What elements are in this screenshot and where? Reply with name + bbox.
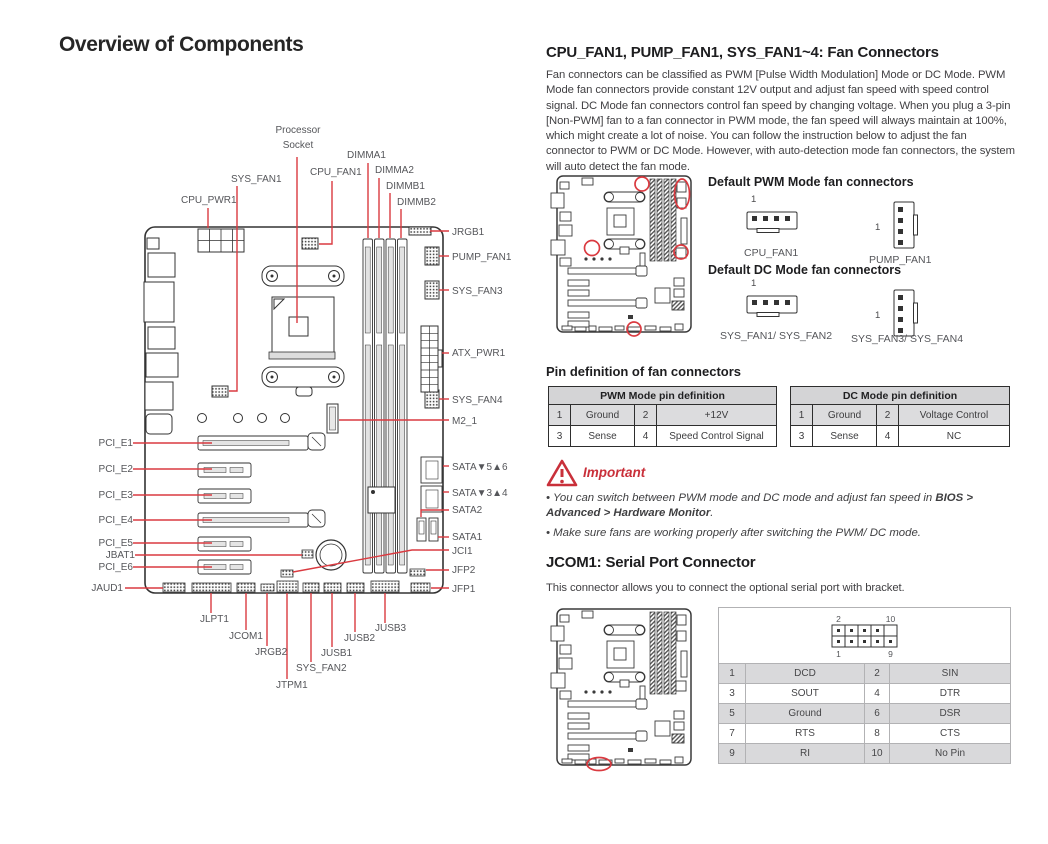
pin-cell: 3 bbox=[719, 684, 746, 704]
bullet-text-end: . bbox=[710, 507, 714, 520]
processor-socket bbox=[262, 266, 344, 396]
label-dimma2: DIMMA2 bbox=[375, 165, 414, 176]
pin-cell: 3 bbox=[791, 426, 813, 447]
pin-cell: SOUT bbox=[746, 684, 865, 704]
pin-cell: Sense bbox=[571, 426, 635, 447]
cpu-fan1-caption: CPU_FAN1 bbox=[744, 247, 799, 259]
label-cpu-pwr1: CPU_PWR1 bbox=[181, 195, 237, 206]
pin-cell: SIN bbox=[890, 664, 1011, 684]
label-dimmb1: DIMMB1 bbox=[386, 181, 425, 192]
pin-cell: 6 bbox=[865, 704, 890, 724]
label-jtpm1: JTPM1 bbox=[276, 680, 308, 691]
label-jrgb2: JRGB2 bbox=[255, 647, 288, 658]
pin-cell: DTR bbox=[890, 684, 1011, 704]
sys-fan12-caption: SYS_FAN1/ SYS_FAN2 bbox=[720, 330, 833, 342]
pin-number-1: 1 bbox=[835, 648, 841, 659]
fan-connector-vertical-icon bbox=[886, 199, 922, 251]
label-jcom1: JCOM1 bbox=[229, 631, 263, 642]
fan-location-miniboard bbox=[548, 171, 705, 337]
label-dimma1: DIMMA1 bbox=[347, 150, 386, 161]
jcom-pin-diagram-cell bbox=[719, 608, 1011, 664]
label-jusb3: JUSB3 bbox=[375, 623, 407, 634]
dc-table-title: DC Mode pin definition bbox=[791, 387, 1010, 405]
label-cpu-fan1: CPU_FAN1 bbox=[310, 167, 362, 178]
pin-cell: 2 bbox=[877, 405, 899, 426]
label-jbat1: JBAT1 bbox=[105, 550, 135, 561]
pin-cell: 1 bbox=[791, 405, 813, 426]
pin-number-9: 9 bbox=[887, 648, 893, 659]
pin-def-heading: Pin definition of fan connectors bbox=[546, 364, 741, 379]
jcom-body: This connector allows you to connect the optional serial port with bracket. bbox=[546, 582, 905, 594]
sata-ports bbox=[417, 457, 442, 541]
label-jci1: JCI1 bbox=[452, 546, 473, 557]
pin-cell: 4 bbox=[635, 426, 657, 447]
label-processor-socket bbox=[267, 124, 329, 153]
pin-cell: 8 bbox=[865, 724, 890, 744]
label-dimmb2: DIMMB2 bbox=[397, 197, 436, 208]
fan-connector-horizontal-icon bbox=[744, 288, 800, 322]
jcom-location-miniboard bbox=[548, 604, 705, 772]
label-processor-line1: Processor bbox=[275, 125, 321, 136]
label-processor-line2: Socket bbox=[282, 139, 314, 151]
bullet-marker: • bbox=[546, 527, 550, 539]
m2-slot bbox=[327, 404, 338, 433]
label-jusb2: JUSB2 bbox=[344, 633, 376, 644]
pin-cell: +12V bbox=[657, 405, 777, 426]
label-sys-fan4: SYS_FAN4 bbox=[452, 395, 503, 406]
label-pci-e3: PCI_E3 bbox=[98, 490, 133, 501]
pin-cell: 7 bbox=[719, 724, 746, 744]
fan-section-body: Fan connectors can be classified as PWM [Pulse Width Modulation] Mode or DC Mode. PWM Mode fan connectors provide constant 12V output and adjust fan speed with speed control signal. DC Mode fan connectors control fan speed by changing voltage. When you plug a 3-pin [Non-PWM] fan to a fan connector in PWM mode, the fan speed will always maintain at 100%, which might create a lot of noise. You can follow the instruction below to adjust the fan connector to PWM or DC Mode. However, with auto-detection mode fan connectors, the system will auto detect the fan mode. bbox=[546, 69, 1015, 173]
label-sata56: SATA▼5▲6 bbox=[452, 462, 508, 473]
label-sata1: SATA1 bbox=[452, 532, 483, 543]
label-pci-e6: PCI_E6 bbox=[98, 562, 133, 573]
bullet-bold-text: BIOS > Advanced > Hardware Monitor bbox=[546, 492, 974, 520]
pin1-label: 1 bbox=[751, 194, 757, 205]
label-pump-fan1: PUMP_FAN1 bbox=[452, 252, 512, 263]
pin-cell: 2 bbox=[865, 664, 890, 684]
pin-cell: NC bbox=[899, 426, 1010, 447]
label-jaud1: JAUD1 bbox=[91, 583, 123, 594]
important-bullet-1 bbox=[546, 491, 1022, 521]
label-atx-pwr1: ATX_PWR1 bbox=[452, 348, 506, 359]
bullet-text: Make sure fans are working properly after switching the PWM/ DC mode. bbox=[553, 527, 921, 539]
label-sata2: SATA2 bbox=[452, 505, 483, 516]
pin-cell: 5 bbox=[719, 704, 746, 724]
pin-cell: Sense bbox=[813, 426, 877, 447]
pin1-label: 1 bbox=[875, 222, 881, 233]
jcom-pin-table bbox=[718, 607, 1011, 764]
label-jfp1: JFP1 bbox=[452, 584, 476, 595]
pin1-label: 1 bbox=[875, 310, 881, 321]
pin-cell: No Pin bbox=[890, 744, 1011, 764]
chipset bbox=[368, 487, 395, 513]
pwm-pin-table bbox=[548, 386, 777, 447]
pwm-table-title: PWM Mode pin definition bbox=[549, 387, 777, 405]
pin-cell: 2 bbox=[635, 405, 657, 426]
pin-cell: 9 bbox=[719, 744, 746, 764]
pin-cell: RI bbox=[746, 744, 865, 764]
jcom-heading: JCOM1: Serial Port Connector bbox=[546, 554, 756, 571]
jcom-pin-header-icon bbox=[820, 613, 910, 661]
pin-number-2: 2 bbox=[835, 613, 841, 624]
pin-cell: Ground bbox=[813, 405, 877, 426]
bullet-text: You can switch between PWM mode and DC mode and adjust fan speed in bbox=[552, 492, 936, 504]
important-bullet-2 bbox=[546, 526, 1022, 541]
pwm-mode-heading: Default PWM Mode fan connectors bbox=[708, 175, 914, 189]
pin-cell: 4 bbox=[877, 426, 899, 447]
dc-pin-table bbox=[790, 386, 1010, 447]
rear-io-ports bbox=[144, 238, 178, 434]
pump-fan1-caption: PUMP_FAN1 bbox=[869, 254, 932, 266]
label-jusb1: JUSB1 bbox=[321, 648, 353, 659]
dc-mode-heading: Default DC Mode fan connectors bbox=[708, 263, 902, 277]
pin-cell: Ground bbox=[746, 704, 865, 724]
pin-cell: 4 bbox=[865, 684, 890, 704]
bullet-marker: • bbox=[546, 492, 550, 504]
pin-cell: 1 bbox=[719, 664, 746, 684]
label-pci-e2: PCI_E2 bbox=[98, 464, 133, 475]
pin-cell: 1 bbox=[549, 405, 571, 426]
fan-section-heading: CPU_FAN1, PUMP_FAN1, SYS_FAN1~4: Fan Connectors bbox=[546, 44, 939, 61]
label-sys-fan1: SYS_FAN1 bbox=[231, 174, 282, 185]
pin-number-10: 10 bbox=[885, 613, 895, 624]
page-title: Overview of Components bbox=[59, 33, 304, 56]
warning-triangle-icon bbox=[545, 458, 579, 489]
label-m2-1: M2_1 bbox=[452, 416, 478, 427]
label-pci-e4: PCI_E4 bbox=[98, 515, 133, 526]
label-sys-fan3: SYS_FAN3 bbox=[452, 286, 503, 297]
pin-cell: 10 bbox=[865, 744, 890, 764]
label-sata34: SATA▼3▲4 bbox=[452, 488, 508, 499]
label-pci-e1: PCI_E1 bbox=[98, 438, 133, 449]
pin-cell: Ground bbox=[571, 405, 635, 426]
sys-fan34-caption: SYS_FAN3/ SYS_FAN4 bbox=[851, 333, 964, 345]
label-pci-e5: PCI_E5 bbox=[98, 538, 133, 549]
pin-cell: Speed Control Signal bbox=[657, 426, 777, 447]
fan-connector-vertical-icon bbox=[886, 287, 922, 339]
important-title: Important bbox=[583, 465, 646, 480]
label-jfp2: JFP2 bbox=[452, 565, 476, 576]
pin-cell: CTS bbox=[890, 724, 1011, 744]
label-sys-fan2: SYS_FAN2 bbox=[296, 663, 347, 674]
pin-cell: RTS bbox=[746, 724, 865, 744]
pin1-label: 1 bbox=[751, 278, 757, 289]
pin-cell: DSR bbox=[890, 704, 1011, 724]
pin-cell: 3 bbox=[549, 426, 571, 447]
fan-connector-horizontal-icon bbox=[744, 204, 800, 238]
pin-cell: DCD bbox=[746, 664, 865, 684]
label-jlpt1: JLPT1 bbox=[200, 614, 229, 625]
label-jrgb1: JRGB1 bbox=[452, 227, 485, 238]
pin-cell: Voltage Control bbox=[899, 405, 1010, 426]
